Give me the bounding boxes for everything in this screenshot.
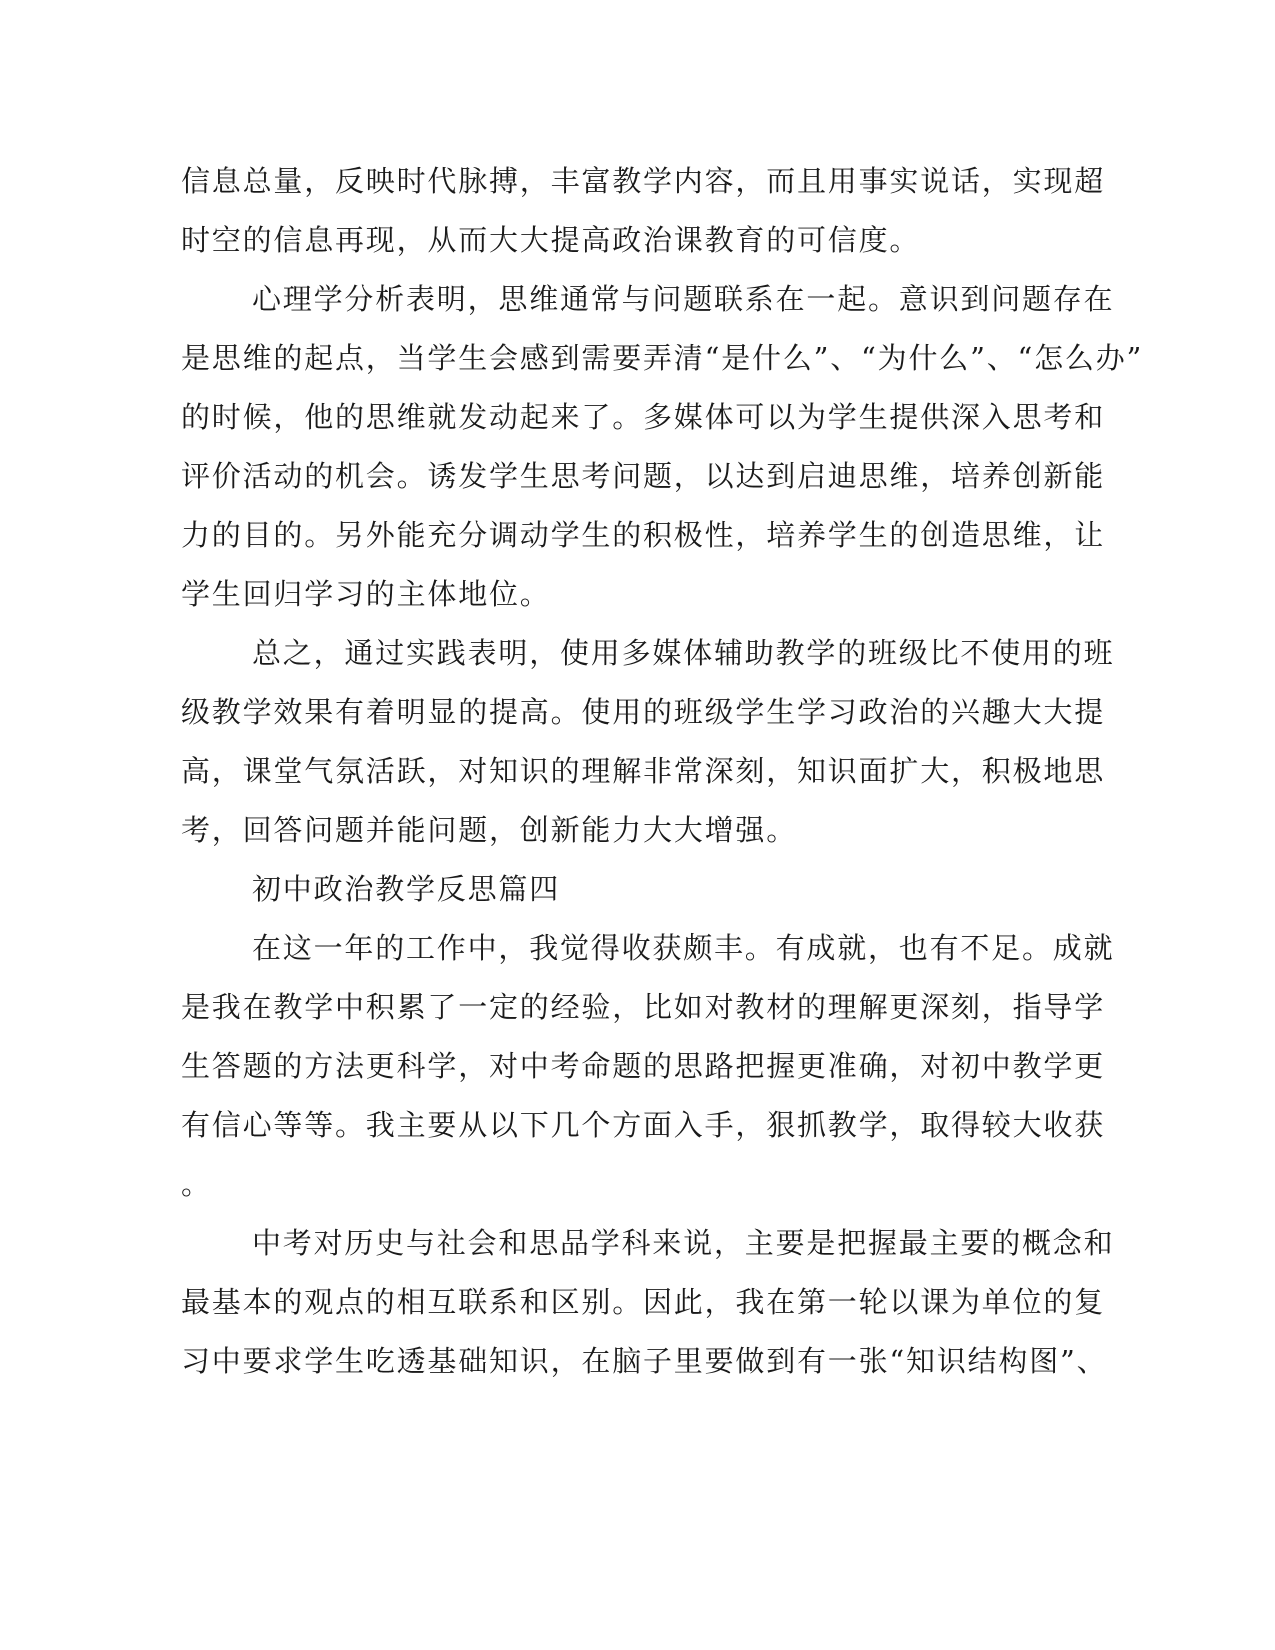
text-line: 习中要求学生吃透基础知识，在脑子里要做到有一张“知识结构图”、 <box>181 1344 1108 1378</box>
text-line: 。 <box>181 1167 212 1201</box>
text-line: 力的目的。另外能充分调动学生的积极性，培养学生的创造思维，让 <box>181 518 1106 552</box>
text-line: 中考对历史与社会和思品学科来说，主要是把握最主要的概念和 <box>252 1226 1115 1260</box>
text-line: 生答题的方法更科学，对中考命题的思路把握更准确，对初中教学更 <box>181 1049 1106 1083</box>
section-heading: 初中政治教学反思篇四 <box>252 872 561 906</box>
text-line: 是我在教学中积累了一定的经验，比如对教材的理解更深刻，指导学 <box>181 990 1106 1024</box>
text-line: 信息总量，反映时代脉搏，丰富教学内容，而且用事实说话，实现超 <box>181 164 1106 198</box>
text-line: 时空的信息再现，从而大大提高政治课教育的可信度。 <box>181 223 921 257</box>
text-line: 是思维的起点，当学生会感到需要弄清“是什么”、“为什么”、“怎么办” <box>181 341 1144 375</box>
text-line: 评价活动的机会。诱发学生思考问题，以达到启迪思维，培养创新能 <box>181 459 1106 493</box>
text-line: 级教学效果有着明显的提高。使用的班级学生学习政治的兴趣大大提 <box>181 695 1106 729</box>
text-line: 考，回答问题并能问题，创新能力大大增强。 <box>181 813 798 847</box>
text-line: 最基本的观点的相互联系和区别。因此，我在第一轮以课为单位的复 <box>181 1285 1106 1319</box>
text-line: 心理学分析表明，思维通常与问题联系在一起。意识到问题存在 <box>252 282 1115 316</box>
text-line: 在这一年的工作中，我觉得收获颇丰。有成就，也有不足。成就 <box>252 931 1115 965</box>
text-line: 总之，通过实践表明，使用多媒体辅助教学的班级比不使用的班 <box>252 636 1115 670</box>
text-line: 高，课堂气氛活跃，对知识的理解非常深刻，知识面扩大，积极地思 <box>181 754 1106 788</box>
text-line: 学生回归学习的主体地位。 <box>181 577 551 611</box>
text-line: 的时候，他的思维就发动起来了。多媒体可以为学生提供深入思考和 <box>181 400 1106 434</box>
text-line: 有信心等等。我主要从以下几个方面入手，狠抓教学，取得较大收获 <box>181 1108 1106 1142</box>
